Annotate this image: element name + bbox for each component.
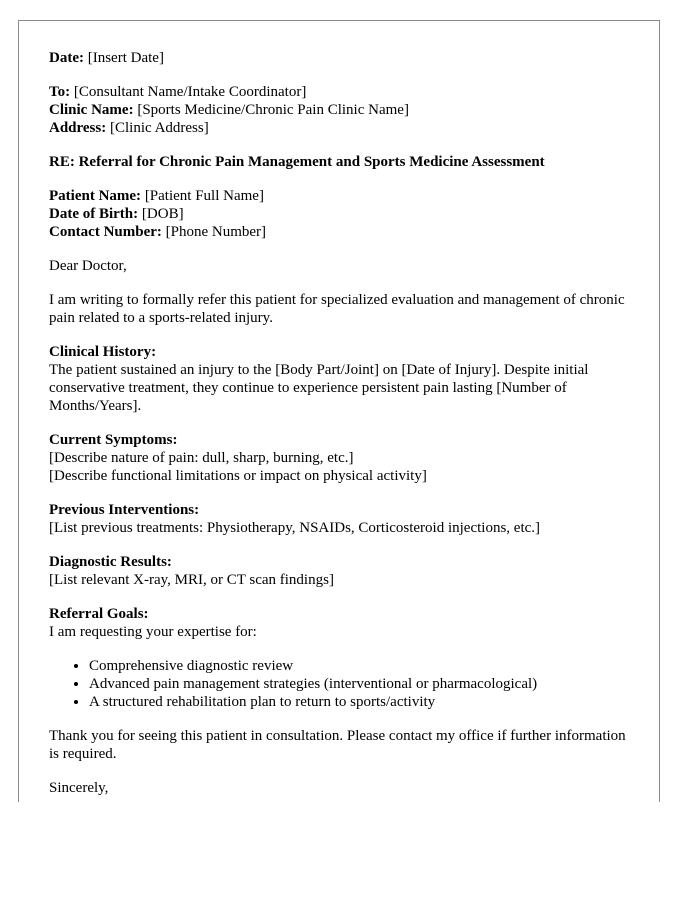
symptom-line: [Describe nature of pain: dull, sharp, burning, etc.]: [49, 450, 354, 466]
to-value: [Consultant Name/Intake Coordinator]: [73, 84, 307, 100]
clinical-history-heading: Clinical History:: [49, 344, 157, 360]
clinic-value: [Sports Medicine/Chronic Pain Clinic Name]: [137, 102, 409, 118]
patient-name-value: [Patient Full Name]: [144, 188, 264, 204]
clinical-history-section: [49, 343, 639, 415]
clinic-label: Clinic Name:: [49, 102, 134, 118]
referral-goals-intro: I am requesting your expertise for:: [49, 624, 257, 640]
diagnostic-results-text: [List relevant X-ray, MRI, or CT scan findings]: [49, 572, 334, 588]
previous-interventions-text: [List previous treatments: Physiotherapy, NSAIDs, Corticosteroid injections, etc.]: [49, 520, 541, 536]
closing: Sincerely,: [49, 780, 109, 796]
symptom-line: [Describe functional limitations or impact on physical activity]: [49, 468, 427, 484]
patient-name-label: Patient Name:: [49, 188, 142, 204]
date-line: [49, 49, 639, 67]
list-item: • Advanced pain management strategies (interventional or pharmacological): [89, 675, 639, 693]
intro-paragraph: I am writing to formally refer this patient for specialized evaluation and management of chronic pain related to a sports-related injury.: [49, 292, 625, 326]
thanks-paragraph: Thank you for seeing this patient in consultation. Please contact my office if further information is required.: [49, 728, 626, 762]
contact-value: [Phone Number]: [165, 224, 267, 240]
clinical-history-text: The patient sustained an injury to the [Body Part/Joint] on [Date of Injury]. Despite initial conservative treatment, they continue to experience persistent pain lasting [Number of Months/Years].: [49, 362, 589, 414]
referral-goals-section: [49, 605, 639, 641]
current-symptoms-heading: Current Symptoms:: [49, 432, 178, 448]
address-value: [Clinic Address]: [109, 120, 209, 136]
re-line: RE: Referral for Chronic Pain Management and Sports Medicine Assessment: [49, 154, 545, 170]
referral-goals-list: [49, 657, 639, 711]
letter-content: [49, 49, 639, 797]
dob-label: Date of Birth:: [49, 206, 139, 222]
letter-page: [18, 20, 660, 802]
to-label: To:: [49, 84, 71, 100]
recipient-block: [49, 83, 639, 137]
previous-interventions-heading: Previous Interventions:: [49, 502, 200, 518]
patient-name-line: [49, 187, 639, 205]
address-label: Address:: [49, 120, 107, 136]
salutation: Dear Doctor,: [49, 258, 127, 274]
date-label: Date:: [49, 50, 84, 66]
clinic-line: [49, 101, 639, 119]
referral-goals-heading: Referral Goals:: [49, 606, 149, 622]
to-line: [49, 83, 639, 101]
date-value: [Insert Date]: [87, 50, 164, 66]
patient-block: [49, 187, 639, 241]
dob-line: [49, 205, 639, 223]
list-item: • A structured rehabilitation plan to return to sports/activity: [89, 693, 639, 711]
contact-line: [49, 223, 639, 241]
date-block: [49, 49, 639, 67]
diagnostic-results-heading: Diagnostic Results:: [49, 554, 172, 570]
current-symptoms-section: [49, 431, 639, 485]
list-item: • Comprehensive diagnostic review: [89, 657, 639, 675]
dob-value: [DOB]: [141, 206, 184, 222]
previous-interventions-section: [49, 501, 639, 537]
contact-label: Contact Number:: [49, 224, 162, 240]
address-line: [49, 119, 639, 137]
diagnostic-results-section: [49, 553, 639, 589]
